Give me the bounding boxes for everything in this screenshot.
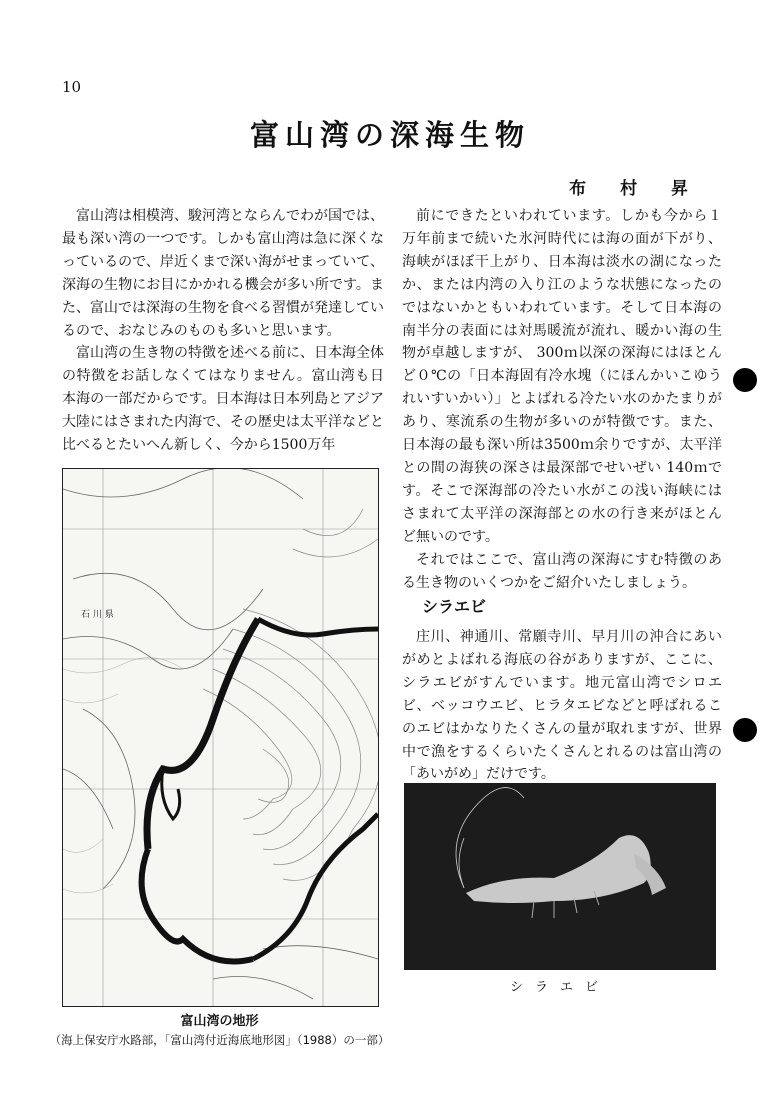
photo-caption: シラエビ [509, 980, 610, 995]
punch-hole [733, 718, 757, 742]
map-caption [49, 1010, 390, 1048]
body-paragraph: 富山湾の生き物の特徴を述べる前に、日本海全体の特徴をお話しなくてはなりません。富山湾も日本海の一部だからです。日本海は日本列島とアジア大陸にはさまれた内海で、その歴史は太平洋などと比べるとたいへん新しく、今から1500万年 [62, 345, 384, 454]
page-number: 10 [62, 78, 82, 96]
map-caption-title: 富山湾の地形 [180, 1014, 259, 1029]
map-label: 石 川 県 [81, 610, 114, 620]
author-name: 布 村 昇 [569, 179, 702, 199]
right-column [402, 205, 722, 594]
map-graphic [63, 469, 378, 1006]
body-paragraph: 富山湾は相模湾、駿河湾とならんでわが国では、最も深い湾の一つです。しかも富山湾は急に深くなっているので、岸近くまで深い海がせまっていて、深海の生物にお目にかかれる機会が多い所です。また、富山では深海の生物を食べる習慣が発達しているので、おなじみのものも多いと思います。 [62, 208, 384, 339]
bathymetric-map [62, 468, 379, 1007]
punch-hole [733, 368, 757, 392]
right-column-section [402, 626, 722, 786]
section-heading: シラエビ [422, 597, 487, 616]
body-paragraph: 庄川、神通川、常願寺川、早月川の沖合にあいがめとよばれる海底の谷がありますが、ここに、シラエビがすんでいます。地元富山湾でシロエビ、ベッコウエビ、ヒラタエビなどと呼ばれるこのエビはかなりたくさんの量が取れますが、世界中で漁をするくらいたくさんとれるのは富山湾の「あいがめ」だけです。 [402, 629, 722, 783]
shrimp-graphic [404, 783, 716, 970]
article-title: 富山湾の深海生物 [249, 118, 530, 152]
left-column [62, 205, 384, 457]
shrimp-photo [404, 783, 716, 970]
body-paragraph: 前にできたといわれています。しかも今から１万年前まで続いた氷河時代には海の面が下がり、海峡がほぼ干上がり、日本海は淡水の湖になったか、または内湾の入り江のような状態になったのではないかともいわれています。そして日本海の南半分の表面には対馬暖流が流れ、暖かい海の生物が卓越しますが、 300ｍ以深の深海にはほとんど０℃の「日本海固有冷水塊（にほんかいこゆうれいすいかい）」とよばれる冷たい水のかたまりがあり、寒流系の生物が多いのが特徴です。また、日本海の最も深い所は3500ｍ余りですが、太平洋との間の海狭の深さは最深部でせいぜい 140ｍです。そこで深海部の冷たい水がこの浅い海峡にはさまれて太平洋の深海部との水の行き来がほとんど無いのです。 [402, 208, 722, 545]
map-caption-source: （海上保安庁水路部，「富山湾付近海底地形図」（1988）の一部） [49, 1033, 390, 1047]
body-paragraph: それではここで、富山湾の深海にすむ特徴のある生き物のいくつかをご紹介いたしましょう。 [402, 551, 722, 591]
